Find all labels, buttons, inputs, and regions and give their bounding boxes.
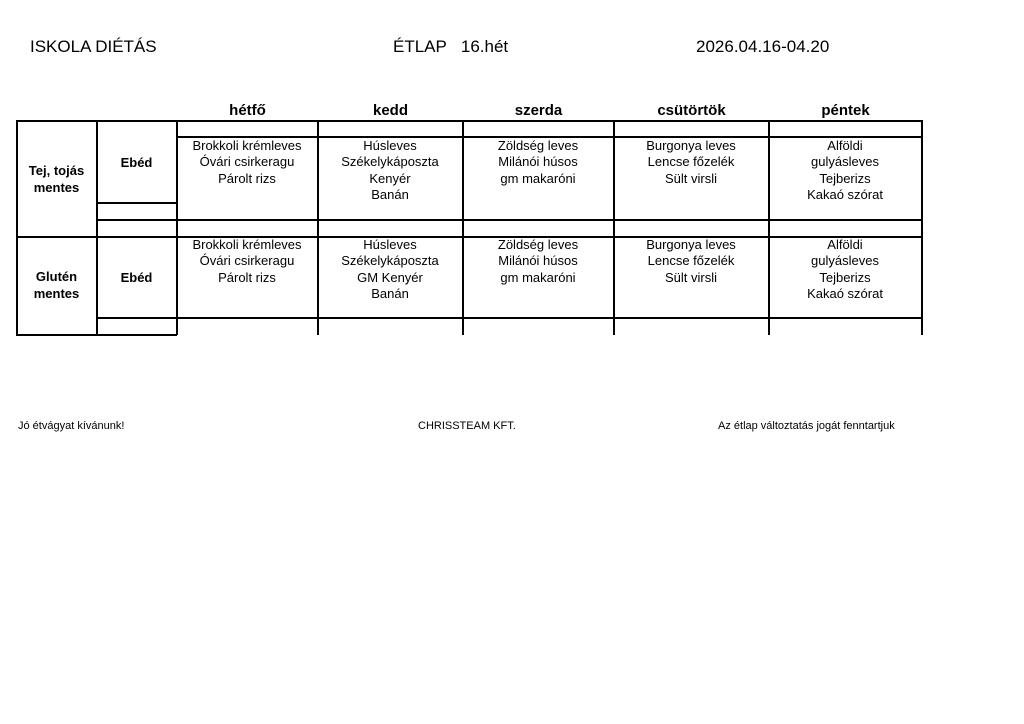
dish: Tejberizs bbox=[819, 269, 871, 285]
dish: Lencse főzelék bbox=[647, 253, 735, 269]
dish: Óvári csirkeragu bbox=[199, 253, 295, 269]
day-header-thursday: csütörtök bbox=[657, 102, 726, 119]
category-dairy-egg-free: Tej, tojás mentes bbox=[28, 163, 85, 195]
dish: Sült virsli bbox=[664, 170, 717, 186]
menu-cell-thursday bbox=[614, 237, 768, 286]
dish: Tejberizs bbox=[819, 170, 871, 186]
day-header-tuesday: kedd bbox=[372, 102, 408, 119]
dish: Kakaó szórat bbox=[807, 286, 883, 302]
dish: Banán bbox=[371, 286, 409, 302]
dish: GM Kenyér bbox=[357, 269, 423, 285]
grid-line bbox=[96, 120, 98, 335]
dish: Zöldség leves bbox=[497, 237, 579, 252]
dish: Húsleves bbox=[363, 237, 417, 252]
dish: Brokkoli krémleves bbox=[192, 237, 302, 252]
dish: Székelykáposzta bbox=[341, 253, 439, 269]
meal-lunch-label: Ebéd bbox=[120, 270, 153, 285]
date-range: 2026.04.16-04.20 bbox=[696, 37, 830, 56]
grid-line bbox=[16, 120, 922, 122]
dish: Székelykáposzta bbox=[341, 154, 439, 170]
menu-cell-tuesday bbox=[318, 138, 462, 204]
grid-line bbox=[96, 202, 177, 204]
dish: Kakaó szórat bbox=[807, 187, 883, 203]
day-header-wednesday: szerda bbox=[514, 102, 563, 119]
dish: Óvári csirkeragu bbox=[199, 154, 295, 170]
day-header-monday: hétfő bbox=[229, 102, 266, 119]
dish: Alföldi bbox=[827, 138, 863, 153]
dish: gm makaróni bbox=[500, 269, 576, 285]
footer-greeting: Jó étvágyat kívánunk! bbox=[18, 420, 125, 432]
menu-cell-wednesday bbox=[463, 237, 613, 286]
dish: Párolt rizs bbox=[218, 170, 276, 186]
menu-cell-friday bbox=[769, 237, 921, 303]
menu-cell-monday bbox=[177, 138, 317, 187]
dish: Húsleves bbox=[363, 138, 417, 153]
dish: Alföldi bbox=[827, 237, 863, 252]
dish: gulyásleves bbox=[811, 253, 879, 269]
meal-lunch-label: Ebéd bbox=[120, 155, 153, 170]
dish: Kenyér bbox=[369, 170, 411, 186]
grid-line bbox=[921, 120, 923, 335]
menu-title bbox=[393, 37, 508, 57]
menu-label: ÉTLAP bbox=[393, 37, 447, 56]
dish: Milánói húsos bbox=[498, 154, 578, 170]
day-header-friday: péntek bbox=[821, 102, 870, 119]
category-gluten-free: Glutén mentes bbox=[33, 269, 80, 301]
menu-cell-friday bbox=[769, 138, 921, 204]
menu-cell-wednesday bbox=[463, 138, 613, 187]
menu-cell-thursday bbox=[614, 138, 768, 187]
dish: Burgonya leves bbox=[646, 237, 736, 252]
grid-line bbox=[16, 120, 18, 335]
menu-cell-tuesday bbox=[318, 237, 462, 303]
grid-line bbox=[96, 317, 922, 319]
dish: Sült virsli bbox=[664, 269, 717, 285]
week-label: 16.hét bbox=[460, 37, 509, 56]
dish: gulyásleves bbox=[811, 154, 879, 170]
dish: Lencse főzelék bbox=[647, 154, 735, 170]
school-diet-title: ISKOLA DIÉTÁS bbox=[30, 37, 157, 56]
footer-company: CHRISSTEAM KFT. bbox=[418, 420, 516, 432]
dish: Brokkoli krémleves bbox=[192, 138, 302, 153]
dish: gm makaróni bbox=[500, 170, 576, 186]
dish: Milánói húsos bbox=[498, 253, 578, 269]
dish: Párolt rizs bbox=[218, 269, 276, 285]
menu-cell-monday bbox=[177, 237, 317, 286]
grid-line bbox=[96, 219, 922, 221]
dish: Banán bbox=[371, 187, 409, 203]
footer-disclaimer: Az étlap változtatás jogát fenntartjuk bbox=[718, 420, 895, 432]
dish: Burgonya leves bbox=[646, 138, 736, 153]
dish: Zöldség leves bbox=[497, 138, 579, 153]
